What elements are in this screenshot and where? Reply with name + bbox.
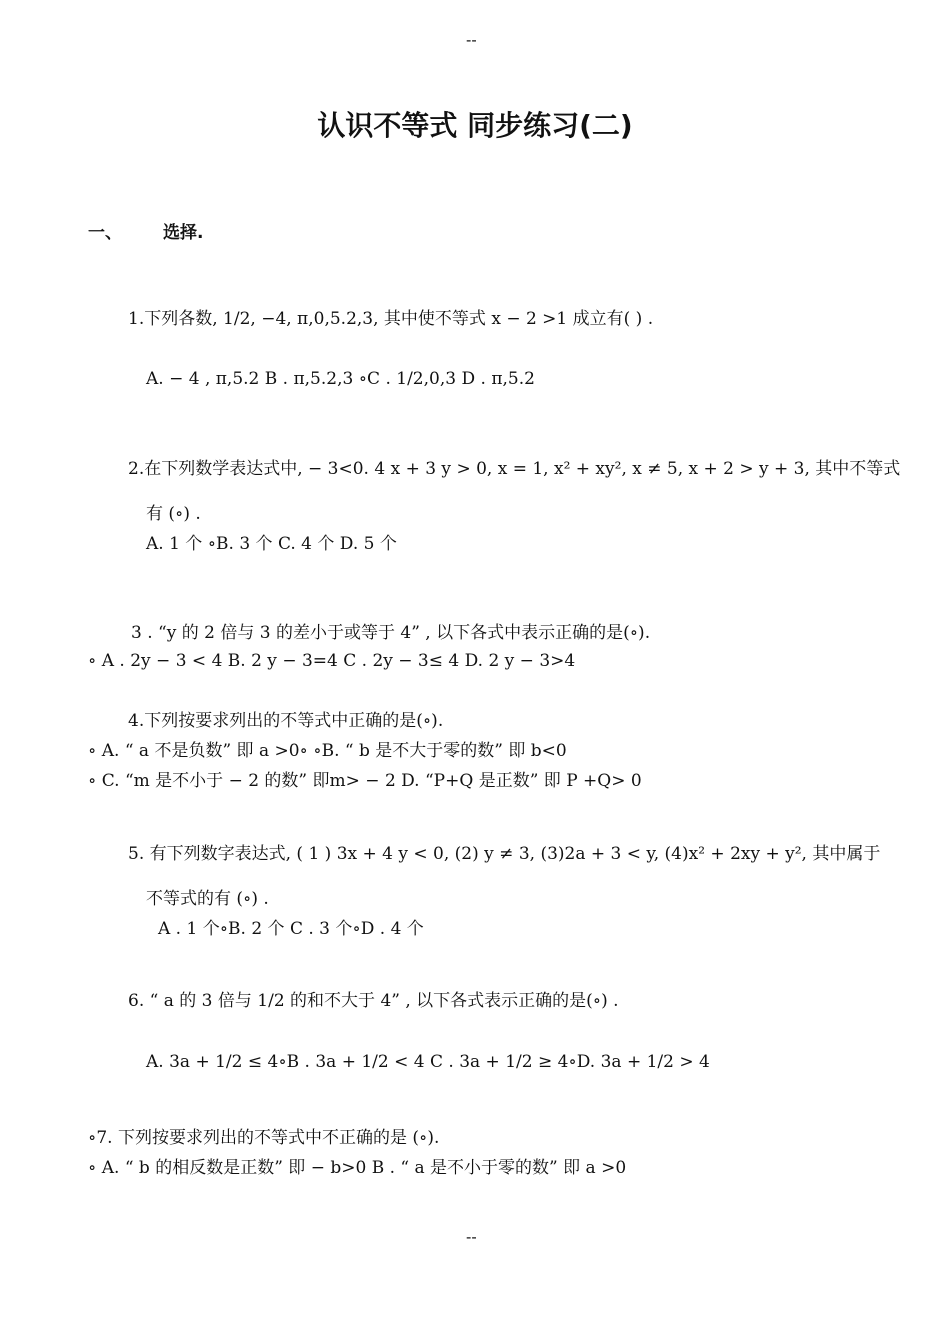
question-6-stem: 6. “ a 的 3 倍与 1/2 的和不大于 4” , 以下各式表示正确的是(∘) . <box>128 991 619 1011</box>
question-7-options: ∘ A. “ b 的相反数是正数” 即 − b>0 B . “ a 是不小于零的数” 即 a >0 <box>88 1158 627 1178</box>
question-1-stem: 1.下列各数, 1/2, −4, π,0,5.2,3, 其中使不等式 x − 2 >1 成立有( ) . <box>128 309 654 329</box>
question-7-stem: ∘7. 下列按要求列出的不等式中不正确的是 (∘). <box>88 1128 440 1148</box>
question-4-options-row-2: ∘ C. “m 是不小于 − 2 的数” 即m> − 2 D. “P+Q 是正数” 即 P +Q> 0 <box>88 771 642 791</box>
section-label: 选择. <box>163 223 204 243</box>
section-number: 一、 <box>88 223 122 243</box>
question-3-options: ∘ A . 2y − 3 < 4 B. 2 y − 3=4 C . 2y − 3≤ 4 D. 2 y − 3>4 <box>88 651 576 671</box>
page-footer-dash: -- <box>466 1229 477 1246</box>
page-title: 认识不等式 同步练习(二) <box>317 109 633 142</box>
question-5-stem: 5. 有下列数字表达式, ( 1 ) 3x + 4 y < 0, (2) y ≠ 3, (3)2a + 3 < y, (4)x² + 2xy + y², 其中属于 <box>128 844 881 864</box>
question-2-stem: 2.在下列数学表达式中, − 3<0. 4 x + 3 y > 0, x = 1, x² + xy², x ≠ 5, x + 2 > y + 3, 其中不等式 <box>128 459 901 479</box>
question-6-options: A. 3a + 1/2 ≤ 4∘B . 3a + 1/2 < 4 C . 3a + 1/2 ≥ 4∘D. 3a + 1/2 > 4 <box>146 1052 710 1072</box>
question-4-stem: 4.下列按要求列出的不等式中正确的是(∘). <box>128 711 444 731</box>
page-header-dash: -- <box>466 32 477 49</box>
question-2-stem-continued: 有 (∘) . <box>146 504 201 524</box>
question-5-stem-continued: 不等式的有 (∘) . <box>146 889 269 909</box>
question-5-options: A . 1 个∘B. 2 个 C . 3 个∘D . 4 个 <box>158 919 424 939</box>
question-2-options: A. 1 个 ∘B. 3 个 C. 4 个 D. 5 个 <box>146 534 397 554</box>
question-3-stem: 3 . “y 的 2 倍与 3 的差小于或等于 4” , 以下各式中表示正确的是(∘). <box>131 623 651 643</box>
question-4-options-row-1: ∘ A. “ a 不是负数” 即 a >0∘ ∘B. “ b 是不大于零的数” 即 b<0 <box>88 741 567 761</box>
question-1-options: A. − 4 , π,5.2 B . π,5.2,3 ∘C . 1/2,0,3 D . π,5.2 <box>146 369 535 389</box>
